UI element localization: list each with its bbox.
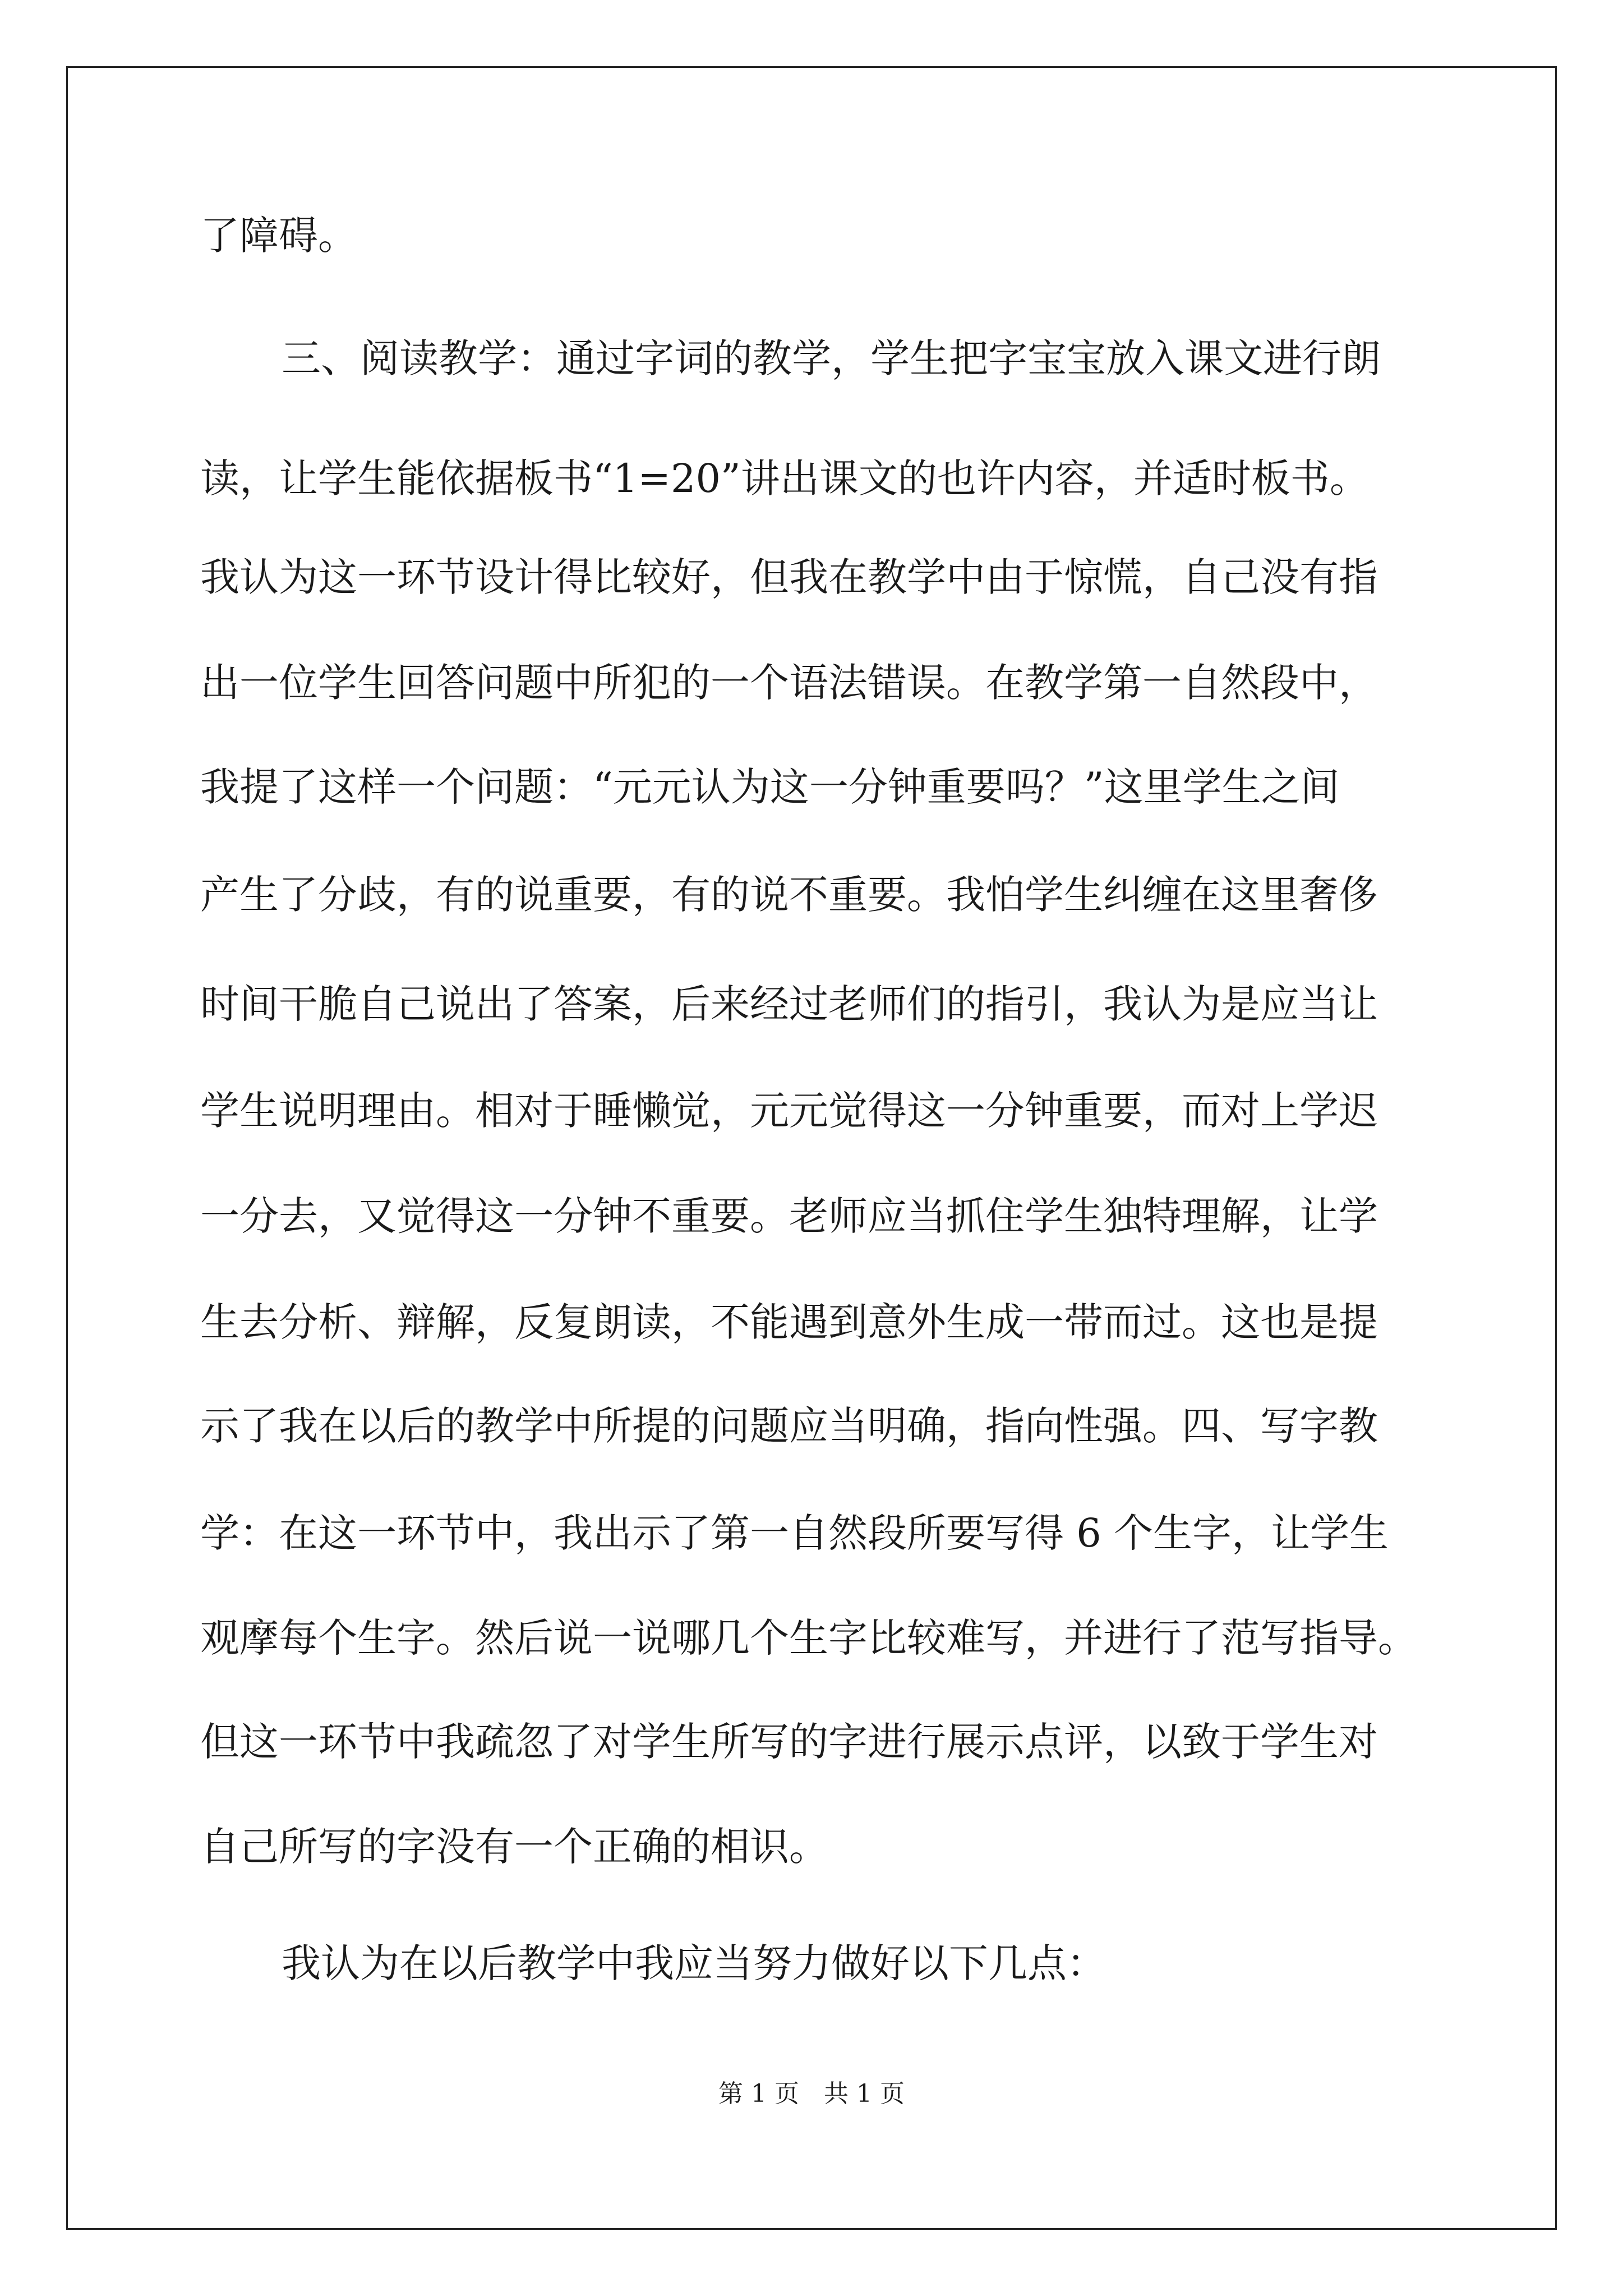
page-number-footer: 第 1 页 共 1 页 (718, 2079, 905, 2108)
page-border (66, 66, 1557, 2230)
body-line-15: 但这一环节中我疏忽了对学生所写的字进行展示点评，以致于学生对 (200, 1719, 1378, 1765)
body-line-6: 我提了这样一个问题：“元元认为这一分钟重要吗？”这里学生之间 (200, 764, 1340, 810)
body-line-17: 我认为在以后教学中我应当努力做好以下几点： (282, 1940, 1106, 1986)
body-line-13: 学：在这一环节中，我出示了第一自然段所要写得 6 个生字，让学生 (200, 1510, 1389, 1556)
body-line-2: 三、阅读教学：通过字词的教学，学生把字宝宝放入课文进行朗 (282, 335, 1381, 381)
body-line-1: 了障碍。 (200, 213, 357, 259)
body-line-14: 观摩每个生字。然后说一说哪几个生字比较难写，并进行了范写指导。 (200, 1615, 1417, 1661)
body-line-9: 学生说明理由。相对于睡懒觉，元元觉得这一分钟重要，而对上学迟 (200, 1088, 1378, 1134)
body-line-8: 时间干脆自己说出了答案，后来经过老师们的指引，我认为是应当让 (200, 981, 1378, 1027)
body-line-12: 示了我在以后的教学中所提的问题应当明确，指向性强。四、写字教 (200, 1403, 1378, 1449)
body-line-16: 自己所写的字没有一个正确的相识。 (200, 1824, 828, 1870)
body-line-4: 我认为这一环节设计得比较好，但我在教学中由于惊慌，自己没有指 (200, 554, 1378, 600)
body-line-11: 生去分析、辩解，反复朗读，不能遇到意外生成一带而过。这也是提 (200, 1299, 1378, 1345)
body-line-5: 出一位学生回答问题中所犯的一个语法错误。在教学第一自然段中， (200, 660, 1378, 706)
body-line-10: 一分去，又觉得这一分钟不重要。老师应当抓住学生独特理解，让学 (200, 1193, 1378, 1239)
body-line-7: 产生了分歧，有的说重要，有的说不重要。我怕学生纠缠在这里奢侈 (200, 872, 1378, 918)
body-line-3: 读，让学生能依据板书“1=20”讲出课文的也许内容，并适时板书。 (200, 455, 1369, 501)
